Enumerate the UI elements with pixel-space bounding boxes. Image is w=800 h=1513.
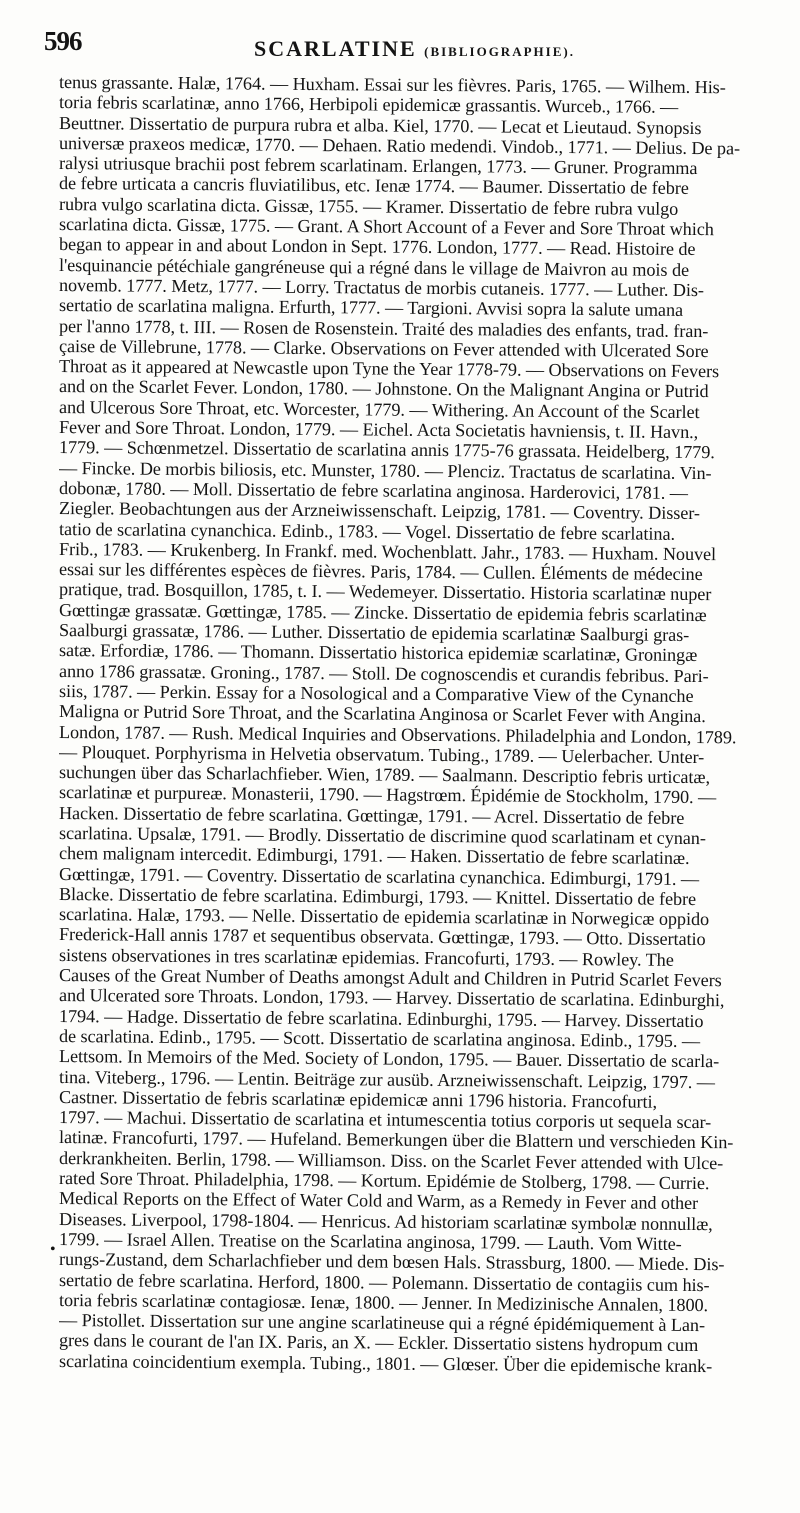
text-line: Diseases. Liverpool, 1798-1804. — Henricus. Ad historiam scarlatinæ symbolæ nonnullæ,: [58, 1208, 713, 1234]
text-line: universæ praxeos medicæ, 1770. — Dehaen. Ratio medendi. Vindob., 1771. — Delius. De pa-: [58, 132, 741, 159]
page-number: 596: [44, 26, 82, 56]
text-line: 1799. — Israel Allen. Treatise on the Scarlatina anginosa, 1799. — Lauth. Vom Witte-: [58, 1228, 682, 1254]
text-line: Ziegler. Beobachtungen aus der Arzneiwissenschaft. Leipzig, 1781. — Coventry. Disser-: [58, 498, 701, 524]
text-line: tina. Viteberg., 1796. — Lentin. Beiträge zur ausüb. Arzneiwissenschaft. Leipzig, 1797. —: [58, 1066, 715, 1092]
text-line: siis, 1787. — Perkin. Essay for a Nosological and a Comparative View of the Cynanche: [58, 680, 694, 706]
text-line: Gœttingæ grassatæ. Gœttingæ, 1785. — Zincke. Dissertatio de epidemia febris scarlatinæ: [58, 599, 707, 625]
text-line: latinæ. Francofurti, 1797. — Hufeland. Bemerkungen über die Blattern und verschieden Kin-: [58, 1127, 734, 1153]
text-line: rubra vulgo scarlatina dicta. Gissæ, 1755. — Kramer. Dissertatio de febre rubra vulgo: [58, 193, 679, 219]
text-line: chem malignam intercedit. Edimburgi, 1791. — Haken. Dissertatio de febre scarlatinæ.: [58, 843, 690, 869]
text-line: Throat as it appeared at Newcastle upon Tyne the Year 1778-79. — Observations on Fevers: [58, 356, 720, 382]
text-line: tatio de scarlatina cynanchica. Edinb., 1783. — Vogel. Dissertatio de febre scarlatina.: [58, 518, 676, 544]
text-line: Maligna or Putrid Sore Throat, and the Scarlatina Anginosa or Scarlet Fever with Angina.: [58, 701, 706, 727]
text-line: gres dans le courant de l'an IX. Paris, an X. — Eckler. Dissertatio sistens hydropum cum: [58, 1330, 699, 1356]
text-line: Saalburgi grassatæ, 1786. — Luther. Dissertatio de epidemia scarlatinæ Saalburgi gras-: [58, 620, 690, 645]
text-line: toria febris scarlatinæ contagiosæ. Ienæ, 1800. — Jenner. In Medizinische Annalen, 1800.: [58, 1289, 709, 1315]
text-line: scarlatina coincidentium exempla. Tubing., 1801. — Glœser. Über die epidemische krank-: [58, 1350, 713, 1376]
text-line: de scarlatina. Edinb., 1795. — Scott. Dissertatio de scarlatina anginosa. Edinb., 1795. —: [58, 1025, 701, 1051]
text-line: Gœttingæ, 1791. — Coventry. Dissertatio de scarlatina cynanchica. Edimburgi, 1791. —: [58, 863, 700, 889]
text-line: derkrankheiten. Berlin, 1798. — Williamson. Diss. on the Scarlet Fever attended with Ulce-: [58, 1147, 724, 1173]
text-line: 1794. — Hadge. Dissertatio de febre scarlatina. Edinburghi, 1795. — Harvey. Dissertatio: [58, 1005, 704, 1031]
text-line: and on the Scarlet Fever. London, 1780. — Johnstone. On the Malignant Angina or Putrid: [58, 376, 709, 402]
text-line: London, 1787. — Rush. Medical Inquiries and Observations. Philadelphia and London, 1789.: [58, 721, 737, 747]
text-line: Castner. Dissertatio de febris scarlatinæ epidemicæ anni 1796 historia. Francofurti,: [58, 1086, 658, 1112]
text-line: essai sur les différentes espèces de fièvres. Paris, 1784. — Cullen. Éléments de médecine: [58, 559, 703, 585]
text-line: Beuttner. Dissertatio de purpura rubra et alba. Kiel, 1770. — Lecat et Lieutaud. Synopsis: [58, 112, 702, 138]
text-line: toria febris scarlatinæ, anno 1766, Herbipoli epidemicæ grassantis. Wurceb., 1766. —: [58, 92, 679, 118]
text-line: ralysi utriusque brachii post febrem scarlatinam. Erlangen, 1773. — Gruner. Programma: [58, 153, 698, 179]
text-line: per l'anno 1778, t. III. — Rosen de Rosenstein. Traité des maladies des enfants, trad. fran-: [58, 315, 709, 341]
text-line: novemb. 1777. Metz, 1777. — Lorry. Tractatus de morbis cutaneis. 1777. — Luther. Dis-: [58, 274, 705, 301]
text-line: 1779. — Schœnmetzel. Dissertatio de scarlatina annis 1775-76 grassata. Heidelberg, 1779.: [58, 437, 715, 463]
text-line: Lettsom. In Memoirs of the Med. Society of London, 1795. — Bauer. Dissertatio de scarla-: [58, 1046, 720, 1072]
text-line: scarlatina. Halæ, 1793. — Nelle. Dissertatio de epidemia scarlatinæ in Norwegicæ oppido: [58, 904, 710, 930]
text-line: — Pistollet. Dissertation sur une angine scarlatineuse qui a régné épidémiquement à Lan-: [58, 1310, 706, 1336]
text-line: Frib., 1783. — Krukenberg. In Frankf. med. Wochenblatt. Jahr., 1783. — Huxham. Nouvel: [58, 538, 717, 564]
bibliography-text: [58, 72, 769, 1376]
text-line: — Plouquet. Porphyrisma in Helvetia observatum. Tubing., 1789. — Uelerbacher. Unter-: [58, 741, 705, 767]
text-line: Causes of the Great Number of Deaths amongst Adult and Children in Putrid Scarlet Fevers: [58, 965, 722, 991]
running-head: [254, 36, 575, 62]
text-line: and Ulcerated sore Throats. London, 1793. — Harvey. Dissertatio de scarlatina. Edinburghi,: [58, 985, 725, 1011]
text-line: Frederick-Hall annis 1787 et sequentibus observata. Gœttingæ, 1793. — Otto. Dissertatio: [58, 924, 706, 950]
text-line: scarlatina dicta. Gissæ, 1775. — Grant. A Short Account of a Fever and Sore Throat which: [58, 214, 714, 240]
text-line: anno 1786 grassatæ. Groning., 1787. — Stoll. De cognoscendis et curandis febribus. Pari-: [58, 660, 709, 686]
text-line: sistens observationes in tres scarlatinæ epidemias. Francofurti, 1793. — Rowley. The: [58, 944, 674, 970]
text-line: pratique, trad. Bosquillon, 1785, t. I. — Wedemeyer. Dissertatio. Historia scarlatinæ nuper: [58, 579, 712, 605]
text-line: and Ulcerous Sore Throat, etc. Worcester, 1779. — Withering. An Account of the Scarlet: [58, 396, 700, 422]
text-line: sertatio de scarlatina maligna. Erfurth, 1777. — Targioni. Avvisi sopra la salute umana: [58, 295, 684, 321]
running-head-title: SCARLATINE: [254, 36, 417, 61]
text-line: 1797. — Machui. Dissertatio de scarlatina et intumescentia totius corporis ut sequela scar-: [58, 1107, 712, 1133]
text-line: l'esquinancie pétéchiale gangréneuse qui a régné dans le village de Maivron au mois de: [58, 254, 690, 280]
text-line: de febre urticata a cancris fluviatilibus, etc. Ienæ 1774. — Baumer. Dissertatio de febre: [58, 173, 689, 199]
running-head-subtitle: (BIBLIOGRAPHIE).: [424, 44, 575, 59]
text-line: rungs-Zustand, dem Scharlachfieber und dem bœsen Hals. Strassburg, 1800. — Miede. Dis-: [58, 1249, 725, 1275]
text-line: began to appear in and about London in Sept. 1776. London, 1777. — Read. Histoire de: [58, 234, 696, 260]
text-line: dobonæ, 1780. — Moll. Dissertatio de febre scarlatina anginosa. Harderovici, 1781. —: [58, 477, 688, 503]
text-line: suchungen über das Scharlachfieber. Wien, 1789. — Saalmann. Descriptio febris urticatæ,: [58, 762, 711, 788]
text-line: rated Sore Throat. Philadelphia, 1798. — Kortum. Epidémie de Stolberg, 1798. — Currie.: [58, 1168, 710, 1194]
text-line: tenus grassante. Halæ, 1764. — Huxham. Essai sur les fièvres. Paris, 1765. — Wilhem. His-: [58, 72, 726, 98]
text-line: Fever and Sore Throat. London, 1779. — Eichel. Acta Societatis havniensis, t. II. Havn.,: [58, 417, 699, 443]
text-line: satæ. Erfordiæ, 1786. — Thomann. Dissertatio historica epidemiæ scarlatinæ, Groningæ: [58, 640, 698, 666]
text-line: sertatio de febre scarlatina. Herford, 1800. — Polemann. Dissertatio de contagiis cum his-: [58, 1269, 710, 1295]
page-header: [44, 26, 764, 66]
text-line: scarlatinæ et purpureæ. Monasterii, 1790. — Hagstrœm. Épidémie de Stockholm, 1790. —: [58, 782, 717, 808]
margin-mark: •: [50, 1241, 56, 1258]
text-line: Medical Reports on the Effect of Water Cold and Warm, as a Remedy in Fever and other: [58, 1188, 699, 1214]
text-line: — Fincke. De morbis biliosis, etc. Munster, 1780. — Plenciz. Tractatus de scarlatina. Vin-: [58, 457, 712, 483]
text-line: Hacken. Dissertatio de febre scarlatina. Gœttingæ, 1791. — Acrel. Dissertatio de febre: [58, 802, 685, 828]
text-line: çaise de Villebrune, 1778. — Clarke. Observations on Fever attended with Ulcerated Sore: [58, 335, 709, 361]
text-line: scarlatina. Upsalæ, 1791. — Brodly. Dissertatio de discrimine quod scarlatinam et cynan-: [58, 822, 706, 849]
text-line: Blacke. Dissertatio de febre scarlatina. Edimburgi, 1793. — Knittel. Dissertatio de febre: [58, 883, 697, 909]
